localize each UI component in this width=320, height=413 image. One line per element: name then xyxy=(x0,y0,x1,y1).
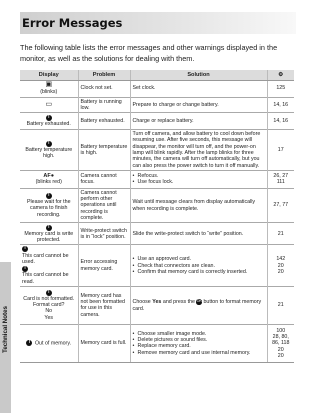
page-title: Error Messages xyxy=(22,16,123,30)
solution-cell: Wait until message clears from display automatically when recording is complete. xyxy=(130,188,267,222)
display-text: Battery temperature high. xyxy=(25,146,73,159)
display-text: Battery exhausted. xyxy=(26,120,71,127)
problem-cell: Camera cannot perform other operations until recording is complete. xyxy=(78,188,130,222)
page-cell: 142 20 20 xyxy=(267,245,294,287)
table-row xyxy=(20,113,294,130)
problem-cell: Camera cannot focus. xyxy=(78,170,130,188)
solution-cell: Prepare to charge or change battery. xyxy=(130,97,267,113)
problem-cell: Write-protect switch is in “lock” position. xyxy=(78,223,130,245)
ok-button-icon: OK xyxy=(196,299,202,304)
display-text: Card is not formatted. Format card? xyxy=(23,295,75,309)
solution-cell xyxy=(130,286,267,324)
solution-list xyxy=(133,256,265,275)
display-cell xyxy=(20,223,78,245)
display-text: (blinks red) xyxy=(35,179,62,186)
solution-list xyxy=(133,173,265,186)
solution-cell: Turn off camera, and allow battery to cool down before resuming use. After five seconds, this message will disappear, the monitor will turn off, and the power-on lamp will blink rapidly. After the lamp blinks for three minutes, the camera will turn off automatically, but you can also press the power switch to turn it off manually. xyxy=(130,130,267,171)
solution-text: and press the xyxy=(162,299,195,306)
header-problem: Problem xyxy=(78,70,130,80)
intro-paragraph: The following table lists the error messages and other warnings displayed in the monitor, as well as the solutions for dealing with them. xyxy=(20,43,278,63)
display-text: Out of memory. xyxy=(34,340,72,347)
page-cell: 125 xyxy=(267,80,294,97)
title-band xyxy=(20,12,296,34)
problem-cell: Battery temperature is high. xyxy=(78,130,130,171)
display-cell xyxy=(20,245,78,287)
table-row xyxy=(20,80,294,97)
header-solution: Solution xyxy=(130,70,267,80)
display-text: This card cannot be used. xyxy=(22,253,69,266)
display-text: Memory card is write protected. xyxy=(24,230,74,243)
page-cell: 100 28, 80, 86, 118 20 20 xyxy=(267,324,294,362)
solution-item: • Refocus. xyxy=(133,173,265,179)
solution-item: • Use an approved card. xyxy=(133,256,265,262)
table-row xyxy=(20,324,294,362)
solution-item: • Use focus lock. xyxy=(133,179,265,185)
solution-cell xyxy=(130,170,267,188)
table-row xyxy=(20,188,294,222)
display-option-no: No xyxy=(45,308,53,315)
warning-icon: ! xyxy=(22,266,28,272)
header-display: Display xyxy=(20,70,78,80)
table-row xyxy=(20,97,294,113)
display-text: Please wait for the camera to finish recording. xyxy=(26,199,71,218)
page-cell: 21 xyxy=(267,223,294,245)
problem-cell: Error accessing memory card. xyxy=(78,245,130,287)
error-table xyxy=(20,70,294,363)
solution-cell xyxy=(130,324,267,362)
page-cell: 21 xyxy=(267,286,294,324)
solution-cell: Set clock. xyxy=(130,80,267,97)
warning-icon: ! xyxy=(46,290,52,296)
table-row xyxy=(20,130,294,171)
solution-text: Choose xyxy=(132,299,151,306)
warning-icon: ! xyxy=(22,246,28,252)
warning-icon: ! xyxy=(46,115,52,121)
page-cell: 27, 77 xyxy=(267,188,294,222)
table-header-row xyxy=(20,70,294,80)
display-cell xyxy=(20,97,78,113)
display-text: This card cannot be read. xyxy=(22,272,69,285)
table-row xyxy=(20,223,294,245)
solution-item: • Replace memory card. xyxy=(133,343,265,349)
side-tab-label: Technical Notes xyxy=(2,306,9,354)
display-cell xyxy=(20,286,78,324)
battery-low-icon: ▭ xyxy=(45,100,53,108)
problem-cell: Battery is running low. xyxy=(78,97,130,113)
page-cell: 17 xyxy=(267,130,294,171)
display-cell xyxy=(20,130,78,171)
warning-icon: ! xyxy=(26,340,32,346)
solution-yes-label: Yes xyxy=(152,299,162,306)
display-option-yes: Yes xyxy=(44,314,54,321)
display-cell xyxy=(20,188,78,222)
solution-cell: Slide the write-protect switch to “write” position. xyxy=(130,223,267,245)
problem-cell: Clock not set. xyxy=(78,80,130,97)
display-text: (blinks) xyxy=(40,88,58,95)
display-cell xyxy=(20,324,78,362)
page-cell: 26, 27 111 xyxy=(267,170,294,188)
solution-item: • Check that connectors are clean. xyxy=(133,263,265,269)
problem-cell: Memory card is full. xyxy=(78,324,130,362)
solution-item: • Remove memory card and use internal memory. xyxy=(133,350,265,356)
side-tab xyxy=(0,0,11,413)
problem-cell: Memory card has not been formatted for use in this camera. xyxy=(78,286,130,324)
table-row xyxy=(20,245,294,287)
solution-item: • Delete pictures or sound files. xyxy=(133,337,265,343)
clock-icon: ▣ xyxy=(45,81,53,89)
solution-cell: Charge or replace battery. xyxy=(130,113,267,130)
display-cell xyxy=(20,113,78,130)
page-cell: 14, 16 xyxy=(267,97,294,113)
focus-indicator-icon: AF● xyxy=(43,173,55,180)
page-cell: 14, 16 xyxy=(267,113,294,130)
solution-item: • Confirm that memory card is correctly inserted. xyxy=(133,269,265,275)
table-row xyxy=(20,170,294,188)
problem-cell: Battery exhausted. xyxy=(78,113,130,130)
warning-icon: ! xyxy=(46,141,52,147)
solution-cell xyxy=(130,245,267,287)
warning-icon: ! xyxy=(46,193,52,199)
display-cell xyxy=(20,170,78,188)
display-cell xyxy=(20,80,78,97)
table-row xyxy=(20,286,294,324)
solution-text: button to format memory card. xyxy=(132,299,262,312)
header-page-icon: ⚙ xyxy=(267,70,294,80)
solution-list xyxy=(133,331,265,356)
warning-icon: ! xyxy=(46,225,52,231)
solution-item: • Choose smaller image mode. xyxy=(133,331,265,337)
